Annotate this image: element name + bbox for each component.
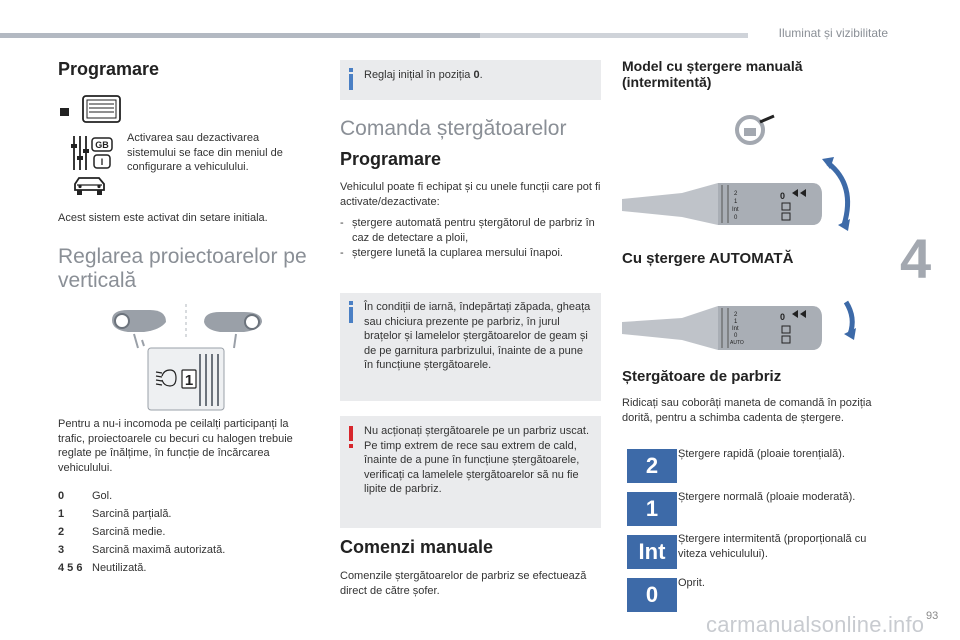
legend-row-3: 3 Sarcină maximă autorizată. xyxy=(58,544,226,556)
comenzi-text: Comenzile ștergătoarelor de parbriz se efectuează direct de către șofer. xyxy=(340,570,587,597)
svg-text:0: 0 xyxy=(780,191,786,201)
info-box-initial xyxy=(340,60,601,100)
svg-text:AUTO: AUTO xyxy=(730,340,744,346)
legend-row-1: 1 Sarcină parțială. xyxy=(58,508,172,520)
speed-text-1: Ștergere normală (ploaie moderată). xyxy=(678,491,856,503)
comenzi-title: Comenzi manuale xyxy=(340,537,494,557)
svg-text:0: 0 xyxy=(734,215,738,221)
info-box-winter xyxy=(340,293,601,401)
legend-row-0: 0 Gol. xyxy=(58,490,113,502)
svg-text:2: 2 xyxy=(734,312,738,318)
svg-text:Int: Int xyxy=(732,326,739,332)
programare-title: Programare xyxy=(58,59,160,79)
info-initial-text: Reglaj inițial în poziția 0. xyxy=(364,69,483,81)
feature-item-0: - ștergere automată pentru ștergătorul de parbriz în caz de detectare a ploii, xyxy=(340,217,595,244)
speed-badge-int: Int xyxy=(627,535,677,569)
legend-row-2: 2 Sarcină medie. xyxy=(58,526,166,538)
svg-text:0: 0 xyxy=(780,312,786,322)
activated-text: Acest sistem este activat din setare initiala. xyxy=(58,212,268,224)
i-label: I xyxy=(100,157,104,167)
running-head: Iluminat și vizibilitate xyxy=(778,26,888,40)
intro-text: Vehiculul poate fi echipat și cu unele funcții care pot fi activate/dezactivate: xyxy=(340,181,601,208)
legend-row-4: 4 5 6 Neutilizată. xyxy=(58,562,147,574)
speed-text-int: Ștergere intermitentă (proporțională cu viteza vehiculului). xyxy=(678,533,867,560)
steering-wheel-icon xyxy=(734,112,776,146)
winter-text: În condiții de iarnă, îndepărtați zăpada, gheața sau chiciura prezente pe parbriz, în jurul brațelor și lamelelor ștergătoarelor de geam și de pe garnitura parbrizului, înainte de a pune în funcțiune ștergătoarele. xyxy=(364,301,591,371)
svg-text:1: 1 xyxy=(734,319,738,325)
header-rule xyxy=(0,33,480,38)
reglarea-title: Reglarea proiectoarelor pe verticală xyxy=(58,245,307,292)
svg-text:Int: Int xyxy=(732,207,739,213)
gb-label: GB xyxy=(95,140,109,150)
warning-box xyxy=(340,416,601,528)
svg-text:0: 0 xyxy=(734,333,738,339)
warning-icon xyxy=(346,426,356,448)
comanda-title: Comanda ștergătoarelor xyxy=(340,117,567,140)
info-icon xyxy=(346,68,356,90)
header-rule-right xyxy=(480,33,748,38)
speed-text-2: Ștergere rapidă (ploaie torențială). xyxy=(678,448,845,460)
page-number: 93 xyxy=(926,610,939,622)
reglarea-text: Pentru a nu-i incomoda pe ceilalți participanți la trafic, proiectoarele cu becuri cu halogen trebuie reglate pe înălțime, în funcție de încărcarea vehiculului. xyxy=(58,418,293,474)
programare-text: Activarea sau dezactivarea sistemului se face din meniul de configurare a vehiculului. xyxy=(127,132,283,173)
stergatoare-title: Ștergătoare de parbriz xyxy=(622,368,782,385)
svg-text:2: 2 xyxy=(734,191,738,197)
stergatoare-text: Ridicați sau coborâți maneta de comandă în poziția dorită, pentru a schimba cadenta de ștergere. xyxy=(622,397,872,424)
chapter-tab: 4 xyxy=(900,227,932,290)
info-icon xyxy=(346,301,356,323)
headlamp-adjust-illustration xyxy=(104,300,270,412)
feature-item-1: - ștergere lunetă la cuplarea mersului înapoi. xyxy=(340,247,563,259)
speed-badge-0: 0 xyxy=(627,578,677,612)
svg-text:1: 1 xyxy=(734,199,738,205)
footer-watermark: carmanualsonline.info xyxy=(706,612,925,637)
speed-badge-1: 1 xyxy=(627,492,677,526)
model-title: Model cu ștergere manuală (intermitentă) xyxy=(622,58,803,90)
auto-title: Cu ștergere AUTOMATĂ xyxy=(622,250,794,267)
speed-badge-2: 2 xyxy=(627,449,677,483)
warning-text: Nu acționați ștergătoarele pe un parbriz uscat. Pe timp extrem de rece sau extrem de cald, înainte de a pune în funcțiune ștergătoarele, verificați ca lamelele ștergătoarelor să nu fie lipite de parbriz. xyxy=(364,425,590,495)
manual-stalk-illustration xyxy=(622,155,866,237)
programare2-title: Programare xyxy=(340,149,442,169)
auto-stalk-illustration xyxy=(622,288,866,364)
dial-label: 1 xyxy=(184,372,194,389)
config-icons xyxy=(60,94,122,200)
speed-text-0: Oprit. xyxy=(678,577,705,589)
